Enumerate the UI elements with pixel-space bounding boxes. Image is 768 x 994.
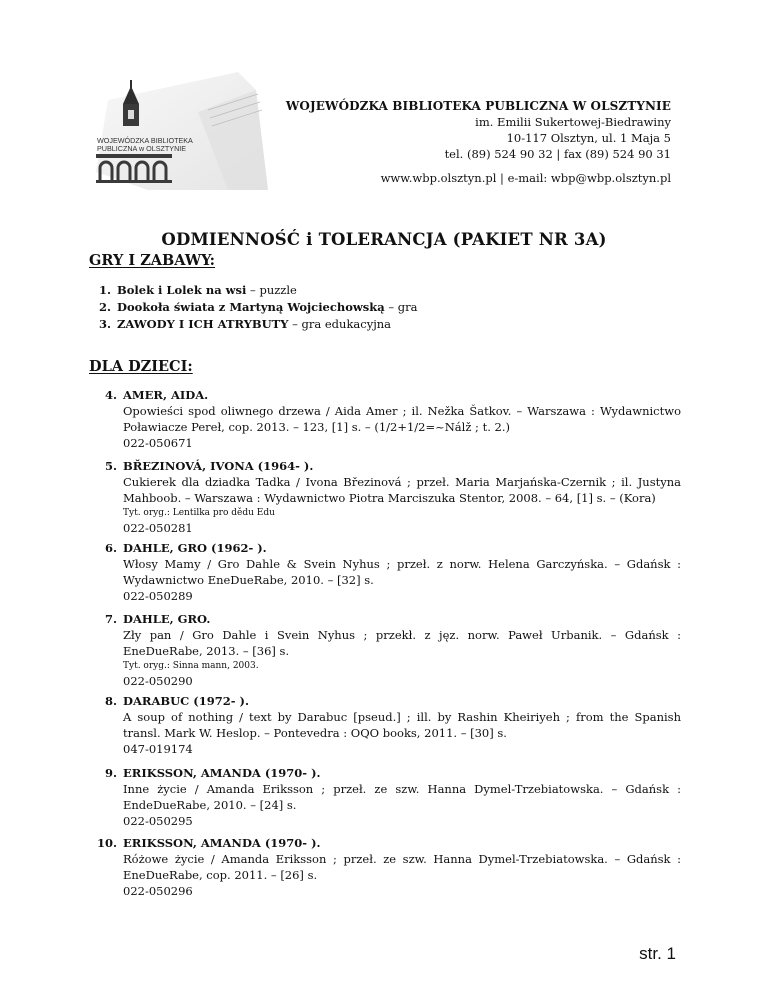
entry-author: DARABUC (1972- ). bbox=[123, 694, 249, 708]
document-title: ODMIENNOŚĆ i TOLERANCJA (PAKIET NR 3A) bbox=[161, 230, 607, 249]
list-item: 2. Dookoła świata z Martyną Wojciechowską – gra bbox=[98, 300, 418, 314]
entry-author: ERIKSSON, AMANDA (1970- ). bbox=[123, 836, 321, 850]
library-web: www.wbp.olsztyn.pl | e-mail: wbp@wbp.olsztyn.pl bbox=[380, 171, 671, 185]
entry-code: 047-019174 bbox=[123, 742, 193, 756]
entry-author: DAHLE, GRO. bbox=[123, 612, 211, 626]
logo-text-line2: PUBLICZNA w OLSZTYNIE bbox=[97, 144, 187, 153]
entry-code: 022-050296 bbox=[123, 884, 193, 898]
entry-code: 022-050281 bbox=[123, 521, 193, 535]
entry-description: Zły pan / Gro Dahle i Svein Nyhus ; przekł. z jęz. norw. Paweł Urbanik. – Gdańsk : EneDueRabe, 2013. – [36] s. bbox=[123, 628, 681, 658]
entry-original-title: Tyt. oryg.: Sinna mann, 2003. bbox=[123, 661, 259, 671]
entry-code: 022-050295 bbox=[123, 814, 193, 828]
library-logo bbox=[88, 72, 288, 192]
entry-description: Inne życie / Amanda Eriksson ; przeł. ze szw. Hanna Dymel-Trzebiatowska. – Gdańsk : EndeDueRabe, 2010. – [24] s. bbox=[123, 782, 681, 812]
bibliography-entry: 6. DAHLE, GRO (1962- ). Włosy Mamy / Gro Dahle & Svein Nyhus ; przeł. z norw. Helena Garczyńska. – Gdańsk : Wydawnictwo EneDueRabe, 2010. – [32] s. 022-050289 bbox=[104, 541, 681, 603]
entry-author: ERIKSSON, AMANDA (1970- ). bbox=[123, 766, 321, 780]
entry-author: AMER, AIDA. bbox=[123, 388, 209, 402]
games-list bbox=[89, 282, 417, 333]
entry-description: Opowieści spod oliwnego drzewa / Aida Amer ; il. Nežka Šatkov. – Warszawa : Wydawnictwo Poławiacze Pereł, cop. 2013. – 123, [1] s. – (1/2+1/2=~Nálž ; t. 2.) bbox=[123, 404, 681, 434]
bibliography-entry: 10. ERIKSSON, AMANDA (1970- ). Różowe życie / Amanda Eriksson ; przeł. ze szw. Hanna Dymel-Trzebiatowska. – Gdańsk : EneDueRabe, cop. 2011. – [26] s. 022-050296 bbox=[96, 836, 681, 898]
bibliography-entry: 9. ERIKSSON, AMANDA (1970- ). Inne życie / Amanda Eriksson ; przeł. ze szw. Hanna Dymel-Trzebiatowska. – Gdańsk : EndeDueRabe, 2010. – [24] s. 022-050295 bbox=[104, 766, 681, 828]
bibliography-entry: 4. AMER, AIDA. Opowieści spod oliwnego drzewa / Aida Amer ; il. Nežka Šatkov. – Warszawa : Wydawnictwo Poławiacze Pereł, cop. 2013. – 123, [1] s. – (1/2+1/2=~Nálž ; t. 2.) 022-050671 bbox=[104, 388, 681, 450]
entry-description: Cukierek dla dziadka Tadka / Ivona Březinová ; przeł. Maria Marjańska-Czernik ; il. Justyna Mahboob. – Warszawa : Wydawnictwo Piotra Marciszuka Stentor, 2008. – 64, [1] s. – (Kora) bbox=[123, 475, 681, 505]
entry-author: DAHLE, GRO (1962- ). bbox=[123, 541, 267, 555]
list-item: 1. Bolek i Lolek na wsi – puzzle bbox=[98, 283, 297, 297]
entry-original-title: Tyt. oryg.: Lentilka pro dědu Edu bbox=[123, 508, 275, 518]
entry-description: Różowe życie / Amanda Eriksson ; przeł. ze szw. Hanna Dymel-Trzebiatowska. – Gdańsk : EneDueRabe, cop. 2011. – [26] s. bbox=[123, 852, 681, 882]
entry-code: 022-050671 bbox=[123, 436, 193, 450]
library-name: WOJEWÓDZKA BIBLIOTEKA PUBLICZNA W OLSZTYNIE bbox=[285, 99, 671, 113]
section-heading-kids: DLA DZIECI: bbox=[89, 358, 193, 375]
entry-code: 022-050290 bbox=[123, 674, 193, 688]
entry-code: 022-050289 bbox=[123, 589, 193, 603]
logo-text-line1: WOJEWÓDZKA BIBLIOTEKA bbox=[97, 136, 193, 145]
bibliography-entry: 7. DAHLE, GRO. Zły pan / Gro Dahle i Svein Nyhus ; przekł. z jęz. norw. Paweł Urbanik. – Gdańsk : EneDueRabe, 2013. – [36] s. Tyt. oryg.: Sinna mann, 2003. 022-050290 bbox=[104, 612, 681, 688]
entry-author: BŘEZINOVÁ, IVONA (1964- ). bbox=[123, 459, 314, 473]
library-phone: tel. (89) 524 90 32 | fax (89) 524 90 31 bbox=[444, 147, 671, 161]
library-patron: im. Emilii Sukertowej-Biedrawiny bbox=[475, 115, 671, 129]
library-header bbox=[286, 98, 671, 186]
library-address: 10-117 Olsztyn, ul. 1 Maja 5 bbox=[506, 131, 671, 145]
list-item: 3. ZAWODY I ICH ATRYBUTY – gra edukacyjna bbox=[98, 317, 392, 331]
entry-description: Włosy Mamy / Gro Dahle & Svein Nyhus ; przeł. z norw. Helena Garczyńska. – Gdańsk : Wydawnictwo EneDueRabe, 2010. – [32] s. bbox=[123, 557, 681, 587]
bibliography-entry: 5. BŘEZINOVÁ, IVONA (1964- ). Cukierek dla dziadka Tadka / Ivona Březinová ; przeł. Maria Marjańska-Czernik ; il. Justyna Mahboob. – Warszawa : Wydawnictwo Piotra Marciszuka Stentor, 2008. – 64, [1] s. – (Kora) Tyt. oryg.: Lentilka pro dědu Edu 022-050281 bbox=[104, 459, 681, 535]
page-number: str. 1 bbox=[639, 944, 676, 963]
bibliography-entry: 8. DARABUC (1972- ). A soup of nothing / text by Darabuc [pseud.] ; ill. by Rashin Kheiriyeh ; from the Spanish transl. Mark W. Heslop. – Pontevedra : OQO books, 2011. – [30] s. 047-019174 bbox=[104, 694, 681, 756]
section-heading-games: GRY I ZABAWY: bbox=[89, 252, 216, 269]
entry-description: A soup of nothing / text by Darabuc [pseud.] ; ill. by Rashin Kheiriyeh ; from the Spanish transl. Mark W. Heslop. – Pontevedra : OQO books, 2011. – [30] s. bbox=[123, 710, 681, 740]
